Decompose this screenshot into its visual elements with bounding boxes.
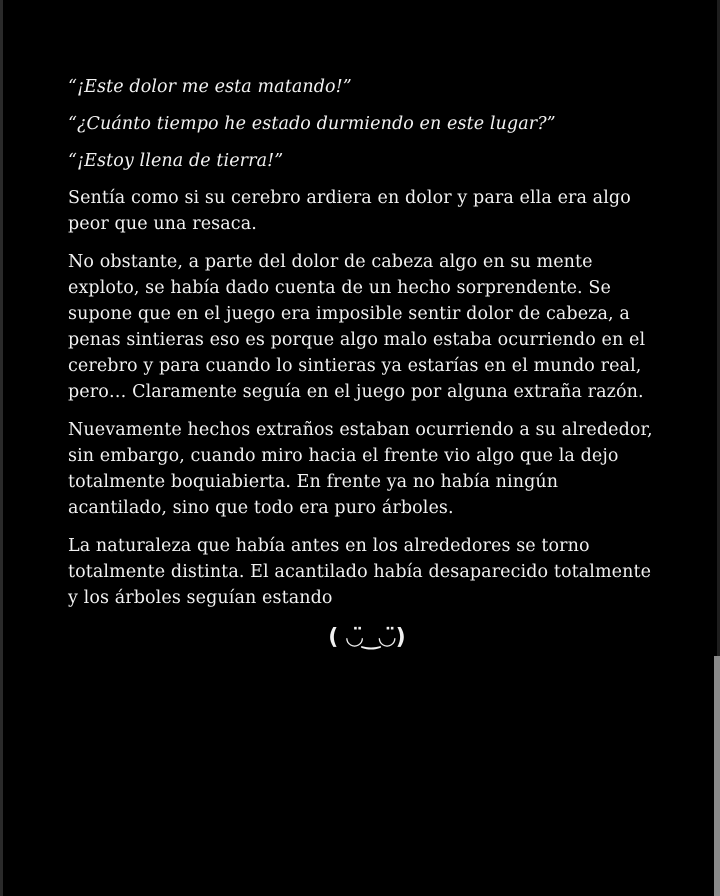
scrollbar-thumb[interactable] xyxy=(714,656,720,896)
paragraph: Nuevamente hechos extraños estaban ocurriendo a su alrededor, sin embargo, cuando miro hacia el frente vio algo que la dejo totalmente boquiabierta. En frente ya no había ningún acantilado, sino que todo era puro árboles. xyxy=(68,420,653,518)
quote-line: “¿Cuánto tiempo he estado durmiendo en este lugar?” xyxy=(68,114,556,134)
left-edge xyxy=(0,0,3,896)
paragraph: La naturaleza que había antes en los alrededores se torno totalmente distinta. El acantilado había desaparecido totalmente y los árboles seguían estando xyxy=(68,536,652,608)
quote-line: “¡Este dolor me esta matando!” xyxy=(68,77,352,97)
emoticon-text: ( ◡̈ ͜ ◡̈) xyxy=(328,625,406,650)
chapter-text xyxy=(68,74,658,651)
quote-line: “¡Estoy llena de tierra!” xyxy=(68,151,284,171)
paragraph: Sentía como si su cerebro ardiera en dolor y para ella era algo peor que una resaca. xyxy=(68,188,631,234)
paragraph: No obstante, a parte del dolor de cabeza algo en su mente exploto, se había dado cuenta de un hecho sorprendente. Se supone que en el juego era imposible sentir dolor de cabeza, a penas sintieras eso es porque algo malo estaba ocurriendo en el cerebro y para cuando lo sintieras ya estarías en el mundo real, pero… Claramente seguía en el juego por alguna extraña razón. xyxy=(68,252,646,402)
